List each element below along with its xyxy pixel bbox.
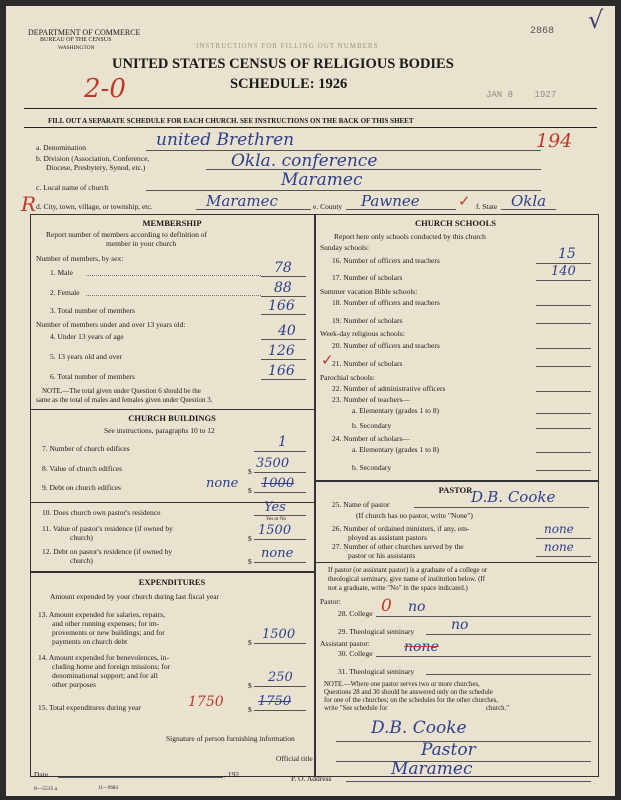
rule (254, 686, 306, 687)
title-value[interactable]: Pastor (421, 740, 476, 760)
signature-label: Signature of person furnishing information (166, 734, 295, 743)
denomination-label: a. Denomination (36, 143, 86, 152)
rule (426, 634, 591, 635)
q13-value[interactable]: 1500 (262, 627, 296, 642)
rule (536, 452, 591, 453)
q17-label: 17. Number of scholars (332, 273, 403, 282)
q30-label: 30. College (338, 649, 373, 658)
instructions-line: FILL OUT A SEPARATE SCHEDULE FOR EACH CHURCH. SEE INSTRUCTIONS ON THE BACK OF THIS SHEET (48, 117, 414, 125)
rule (58, 777, 223, 778)
denomination-code: 194 (536, 130, 573, 152)
q12-label: 12. Debt on pastor's residence (if owned by (42, 547, 173, 556)
rule (426, 674, 591, 675)
rule (536, 348, 591, 349)
dollar-sign: $ (248, 467, 252, 476)
q31-label: 31. Theological seminary (338, 667, 415, 676)
q22-label: 22. Number of administrative officers (332, 384, 446, 393)
address-value[interactable]: Maramec (391, 759, 473, 779)
local-name-value[interactable]: Maramec (281, 170, 363, 190)
q15-red-total: 1750 (188, 694, 224, 710)
sunday-label: Sunday schools: (320, 243, 369, 252)
form-title: UNITED STATES CENSUS OF RELIGIOUS BODIES (112, 56, 454, 72)
division-label: b. Division (Association, Conference, (36, 154, 150, 163)
check-mark-icon: ✓ (321, 351, 334, 369)
membership-heading: MEMBERSHIP (142, 218, 202, 228)
q17-value[interactable]: 140 (551, 264, 576, 279)
membership-note-2: same as the total of males and females given under Question 3. (36, 396, 213, 404)
q25-note: (If church has no pastor, write "None") (356, 511, 473, 520)
pastor-note-2: Questions 28 and 30 should be answered only on the schedule (324, 689, 493, 696)
q20-label: 20. Number of officers and teachers (332, 341, 440, 350)
by-sex-label: Number of members, by sex: (36, 254, 124, 263)
q9-label: 9. Debt on church edifices (42, 483, 121, 492)
pastor-note-5: church." (486, 705, 509, 712)
q3-label: 3. Total number of members (50, 306, 135, 315)
expenditures-heading: EXPENDITURES (138, 577, 206, 587)
pastor-note-3: for one of the churches; on the schedules for the other churches, (324, 697, 499, 704)
q7-label: 7. Number of church edifices (42, 444, 130, 453)
rule (261, 276, 306, 277)
q16-value[interactable]: 15 (558, 246, 576, 262)
q28-red-mark: 0 (381, 596, 392, 616)
grad-instructions-3: not a graduate, write "No" in the space indicated.) (328, 584, 468, 592)
grad-instructions: If pastor (or assistant pastor) is a graduate of a college or (328, 566, 488, 574)
schools-intro: Report here only schools conducted by this church (334, 232, 486, 241)
q5-label: 5. 13 years old and over (50, 352, 123, 361)
q11-label: 11. Value of pastor's residence (if owned by (42, 524, 173, 533)
address-label: P. O. Address (291, 774, 332, 783)
q26-label-2: ployed as assistant pastors (348, 533, 427, 542)
q12-value[interactable]: none (261, 546, 294, 561)
rule (536, 413, 591, 414)
dollar-sign: $ (248, 638, 252, 647)
pastor-sublabel: Pastor: (320, 597, 341, 606)
rule (261, 314, 306, 315)
date-stamp: JAN 8 1927 (486, 90, 557, 100)
census-form (6, 6, 615, 796)
date-label: Date (34, 770, 49, 779)
q14-value[interactable]: 250 (268, 670, 293, 685)
rule (86, 295, 261, 296)
parochial-label: Parochial schools: (320, 373, 375, 382)
rule (254, 451, 306, 452)
q9-struck-value: 1000 (261, 476, 295, 491)
q14-label: 14. Amount expended for benevolences, in- (38, 653, 170, 662)
rule (314, 562, 597, 563)
q28-label: 28. College (338, 609, 373, 618)
q11-value[interactable]: 1500 (258, 523, 292, 538)
q13-label: 13. Amount expended for salaries, repairs, (38, 610, 166, 619)
weekday-label: Week-day religious schools: (320, 329, 405, 338)
rule (261, 339, 306, 340)
q23-label: 23. Number of teachers— (332, 395, 410, 404)
q24-label: 24. Number of scholars— (332, 434, 410, 443)
q13-label-4: payments on church debt (52, 637, 128, 646)
check-mark-icon: ✓ (458, 192, 471, 210)
rule (254, 492, 306, 493)
local-name-label: c. Local name of church (36, 183, 109, 192)
q8-value[interactable]: 3500 (256, 456, 290, 471)
q27-value[interactable]: none (544, 540, 574, 554)
membership-intro: Report number of members according to definition of (46, 230, 207, 239)
county-value[interactable]: Pawnee (361, 192, 420, 210)
q27-label-2: pastor or his assistants (348, 551, 416, 560)
expenditures-sub: Amount expended by your church during last fiscal year (50, 592, 220, 601)
q23a-label: a. Elementary (grades 1 to 8) (352, 406, 440, 415)
q10-value[interactable]: Yes (264, 500, 286, 515)
rule (536, 323, 591, 324)
q27-label: 27. Number of other churches served by the (332, 542, 464, 551)
division-label-2: Diocese, Presbytery, Synod, etc.) (46, 163, 146, 172)
q18-label: 18. Number of officers and teachers (332, 298, 440, 307)
q8-label: 8. Value of church edifices (42, 464, 123, 473)
q4-value[interactable]: 40 (278, 323, 296, 339)
q12-label-2: church) (70, 556, 93, 565)
margin-mark: R (21, 192, 37, 216)
check-mark-icon: √ (588, 6, 604, 34)
q9-value[interactable]: none (206, 476, 239, 491)
dollar-sign: $ (248, 705, 252, 714)
q14-label-4: other purposes (52, 680, 96, 689)
q23b-label: b. Secondary (352, 421, 392, 430)
membership-note: NOTE.—The total given under Question 6 should be the (42, 387, 201, 395)
buildings-sub: See instructions, paragraphs 10 to 12 (104, 426, 215, 435)
rule (261, 296, 306, 297)
q16-label: 16. Number of officers and teachers (332, 256, 440, 265)
rule (254, 472, 306, 473)
grad-instructions-2: theological seminary, give name of institution below. (If (328, 575, 486, 583)
rule (254, 562, 306, 563)
q1-label: 1. Male (50, 268, 73, 277)
dollar-sign: $ (248, 681, 252, 690)
rule (376, 616, 591, 617)
rule (414, 507, 589, 508)
q14-label-2: cluding home and foreign missions; for (52, 662, 171, 671)
state-label: f. State (476, 202, 498, 211)
dollar-sign: $ (248, 557, 252, 566)
pastor-name-value[interactable]: D.B. Cooke (471, 488, 556, 506)
q11-label-2: church) (70, 533, 93, 542)
q28-value[interactable]: no (408, 599, 426, 615)
q26-value[interactable]: none (544, 522, 574, 536)
q14-label-3: denominational support; and for all (52, 671, 158, 680)
q5-value[interactable]: 126 (268, 343, 295, 359)
rule (254, 643, 306, 644)
state-value[interactable]: Okla (511, 192, 547, 210)
rule (536, 428, 591, 429)
schools-heading: CHURCH SCHOOLS (415, 218, 496, 228)
rule (536, 391, 591, 392)
signature-value[interactable]: D.B. Cooke (371, 718, 467, 738)
q13-label-2: and other running expenses; for im- (52, 619, 160, 628)
rule (261, 379, 306, 380)
rule (536, 556, 591, 557)
q10-label: 10. Does church own pastor's residence (42, 508, 161, 517)
pastor-heading: PASTOR (438, 485, 473, 495)
title-label: Official title (276, 754, 313, 763)
rule (24, 108, 597, 109)
dollar-sign: $ (248, 534, 252, 543)
city-label: d. City, town, village, or township, etc. (36, 202, 153, 211)
q3-value[interactable]: 166 (268, 298, 295, 314)
division-value[interactable]: Okla. conference (231, 151, 378, 171)
q2-label: 2. Female (50, 288, 80, 297)
q30-value[interactable]: none (404, 639, 439, 655)
form-number: 8—5515 a (34, 786, 58, 792)
city-name: WASHINGTON (58, 45, 95, 51)
print-number: 11—9684 (98, 786, 118, 791)
q25-label: 25. Name of pastor (332, 500, 390, 509)
serial-number: 2868 (530, 26, 555, 37)
q29-value[interactable]: no (451, 617, 469, 633)
q26-label: 26. Number of ordained ministers, if any, em- (332, 524, 470, 533)
date-year: , 192 (224, 770, 239, 779)
q24b-label: b. Secondary (352, 463, 392, 472)
q21-label: 21. Number of scholars (332, 359, 403, 368)
bleed-through-text: INSTRUCTIONS FOR FILLING OUT NUMBERS (196, 42, 379, 50)
q15-label: 15. Total expenditures during year (38, 703, 141, 712)
dept-name: DEPARTMENT OF COMMERCE (28, 28, 141, 37)
rule (146, 190, 541, 191)
dollar-sign: $ (248, 486, 252, 495)
rule (30, 409, 314, 410)
rule (376, 656, 591, 657)
rule (254, 710, 306, 711)
handwritten-code: 2-0 (84, 74, 126, 104)
q4-label: 4. Under 13 years of age (50, 332, 124, 341)
rule (261, 359, 306, 360)
rule (24, 127, 597, 128)
q6-label: 6. Total number of members (50, 372, 135, 381)
rule (536, 366, 591, 367)
rule (536, 305, 591, 306)
schedule-title: SCHEDULE: 1926 (230, 76, 348, 92)
buildings-heading: CHURCH BUILDINGS (128, 413, 216, 423)
q13-label-3: provements or new buildings; and for (52, 628, 165, 637)
yes-no-hint: Yes or No (266, 517, 287, 522)
rule (254, 539, 306, 540)
bureau-name: BUREAU OF THE CENSUS (40, 37, 112, 43)
q19-label: 19. Number of scholars (332, 316, 403, 325)
denomination-value[interactable]: united Brethren (156, 130, 295, 150)
q15-value[interactable]: 1750 (258, 694, 292, 709)
by-age-label: Number of members under and over 13 years old: (36, 320, 186, 329)
rule (536, 470, 591, 471)
county-label: e. County (313, 202, 343, 211)
rule (536, 538, 591, 539)
rule (536, 280, 591, 281)
q7-value[interactable]: 1 (278, 434, 287, 450)
membership-intro-2: member in your church (106, 239, 177, 248)
city-value[interactable]: Maramec (206, 192, 278, 210)
pastor-note: NOTE.—Where one pastor serves two or more churches, (324, 681, 480, 688)
rule (254, 515, 306, 516)
pastor-note-4: write "See schedule for (324, 705, 388, 712)
q6-value[interactable]: 166 (268, 363, 295, 379)
q29-label: 29. Theological seminary (338, 627, 415, 636)
summer-label: Summer vacation Bible schools: (320, 287, 418, 296)
rule (86, 275, 261, 276)
q1-value[interactable]: 78 (274, 260, 292, 276)
rule (346, 781, 591, 782)
assistant-sublabel: Assistant pastor: (320, 639, 370, 648)
q2-value[interactable]: 88 (274, 280, 292, 296)
q24a-label: a. Elementary (grades 1 to 8) (352, 445, 440, 454)
